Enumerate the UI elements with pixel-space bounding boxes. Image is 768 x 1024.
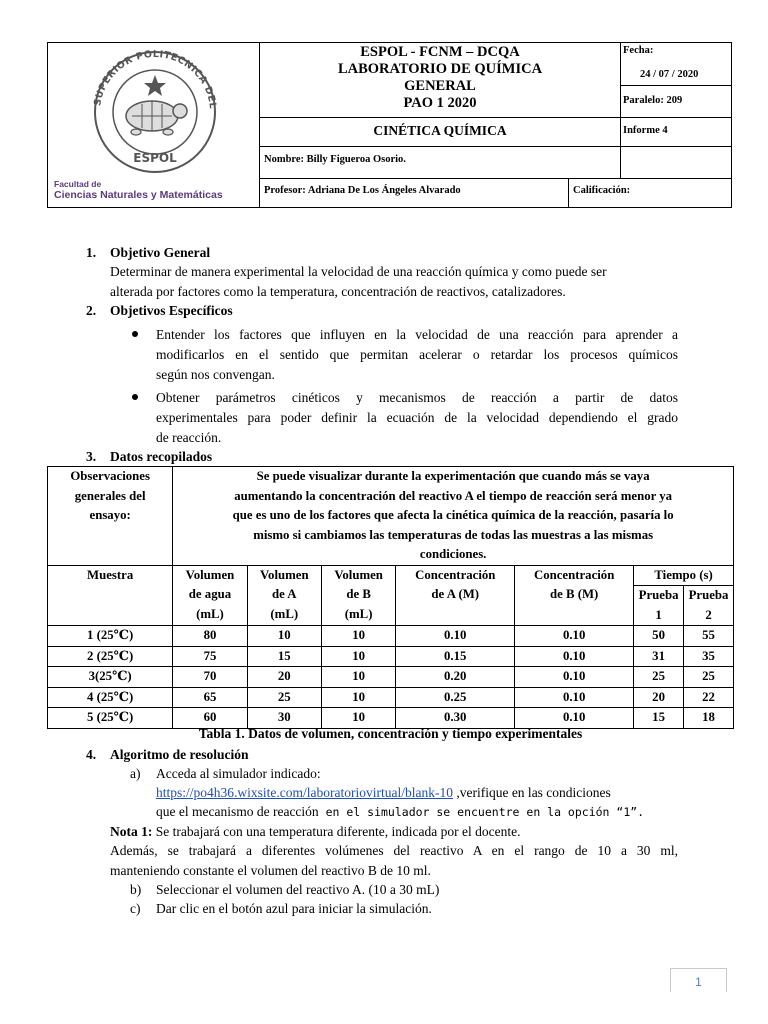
cell-t1: 50 xyxy=(634,626,684,647)
step-a-line3: que el mecanismo de reacción en el simulador se encuentre en la opción “1”. xyxy=(156,804,645,819)
objective-bullet-1: Entender los factores que influyen en la velocidad de una reacción para aprender a modificarlos en el sentido que permitan acelerar o retardar los procesos químicos según nos convengan. xyxy=(156,327,678,382)
subject-title: CINÉTICA QUÍMICA xyxy=(373,123,507,138)
svg-text:ESCUELA SUPERIOR POLITECNICA D: SUPERIOR POLITECNICA DEL xyxy=(92,49,218,110)
cell-t2: 22 xyxy=(684,687,734,708)
step-b-label: b) xyxy=(130,882,142,897)
section-4-number: 4. xyxy=(86,747,97,762)
cell-a: 20 xyxy=(247,667,321,688)
cell-muestra: 2 (25℃) xyxy=(48,646,173,667)
cell-cb: 0.10 xyxy=(515,708,634,729)
cell-t1: 25 xyxy=(634,667,684,688)
cell-a: 30 xyxy=(247,708,321,729)
cell-agua: 60 xyxy=(173,708,247,729)
section-2-title: Objetivos Específicos xyxy=(110,303,233,318)
student-name: Nombre: Billy Figueroa Osorio. xyxy=(264,154,406,165)
espol-logo xyxy=(80,49,230,174)
cell-cb: 0.10 xyxy=(515,646,634,667)
col-header-muestra: Muestra xyxy=(48,565,173,626)
fecha-value: 24 / 07 / 2020 xyxy=(640,69,699,80)
cell-agua: 70 xyxy=(173,667,247,688)
cell-b: 10 xyxy=(321,708,395,729)
table-row xyxy=(48,626,734,647)
step-c-text: Dar clic en el botón azul para iniciar la simulación. xyxy=(156,901,432,916)
step-b-text: Seleccionar el volumen del reactivo A. (10 a 30 mL) xyxy=(156,882,440,897)
section-3-number: 3. xyxy=(86,449,97,464)
col-header-conc-b: Concentración de B (M) xyxy=(515,565,634,626)
cell-cb: 0.10 xyxy=(515,667,634,688)
professor-name: Profesor: Adriana De Los Ángeles Alvarado xyxy=(264,185,461,196)
cell-agua: 65 xyxy=(173,687,247,708)
section-1-number: 1. xyxy=(86,245,97,260)
col-header-vol-b: Volumen de B (mL) xyxy=(321,565,395,626)
cell-muestra: 5 (25℃) xyxy=(48,708,173,729)
col-header-prueba-1: Prueba 1 xyxy=(634,586,684,626)
svg-text:ESPOL: ESPOL xyxy=(133,151,177,165)
lab-title: ESPOL - FCNM – DCQA LABORATORIO DE QUÍMICA GENERAL PAO 1 2020 xyxy=(337,44,543,111)
cell-b: 10 xyxy=(321,626,395,647)
faculty-name: Facultad de Ciencias Naturales y Matemáticas xyxy=(54,179,223,201)
col-header-conc-a: Concentración de A (M) xyxy=(396,565,515,626)
col-header-agua: Volumen de agua (mL) xyxy=(173,565,247,626)
table-header-row xyxy=(48,565,734,586)
step-a-text: Acceda al simulador indicado: xyxy=(156,766,321,781)
cell-cb: 0.10 xyxy=(515,687,634,708)
section-1-text: Determinar de manera experimental la velocidad de una reacción química y como puede ser alterada por factores como la temperatura, concentración de reactivos, catalizadores. xyxy=(110,264,607,299)
table-row xyxy=(48,667,734,688)
step-a-link-line: https://po4h36.wixsite.com/laboratoriovirtual/blank-10 ,verifique en las condiciones xyxy=(156,785,611,800)
cell-t2: 35 xyxy=(684,646,734,667)
page-number: 1 xyxy=(670,968,727,992)
cell-t2: 18 xyxy=(684,708,734,729)
observations-text: Se puede visualizar durante la experimentación que cuando más se vaya aumentando la concentración del reactivo A el tiempo de reacción será menor ya que es uno de los factores que afecta la cinética química de la reacción, pasaría lo mismo si cambiamos las temperaturas de todas las muestras a las mismas condiciones. xyxy=(173,467,734,566)
cell-cb: 0.10 xyxy=(515,626,634,647)
col-header-prueba-2: Prueba 2 xyxy=(684,586,734,626)
cell-t1: 31 xyxy=(634,646,684,667)
col-header-tiempo: Tiempo (s) xyxy=(634,565,734,586)
objective-bullet-2: Obtener parámetros cinéticos y mecanismos de reacción a partir de datos experimentales para poder definir la ecuación de la velocidad dependiendo el grado de reacción. xyxy=(156,390,678,445)
col-header-vol-a: Volumen de A (mL) xyxy=(247,565,321,626)
table-row xyxy=(48,708,734,729)
cell-b: 10 xyxy=(321,667,395,688)
paralelo: Paralelo: 209 xyxy=(623,95,683,106)
observations-label: Observaciones generales del ensayo: xyxy=(48,467,173,566)
cell-ca: 0.20 xyxy=(396,667,515,688)
cell-a: 15 xyxy=(247,646,321,667)
cell-t2: 25 xyxy=(684,667,734,688)
cell-agua: 75 xyxy=(173,646,247,667)
cell-ca: 0.15 xyxy=(396,646,515,667)
cell-muestra: 3(25℃) xyxy=(48,667,173,688)
step-a-label: a) xyxy=(130,766,141,781)
cell-ca: 0.25 xyxy=(396,687,515,708)
note-1: Nota 1: Se trabajará con una temperatura diferente, indicada por el docente. xyxy=(110,824,521,839)
section-3-title: Datos recopilados xyxy=(110,449,213,464)
cell-t1: 20 xyxy=(634,687,684,708)
header-table xyxy=(47,42,732,208)
table-row xyxy=(48,467,734,566)
table-row xyxy=(48,646,734,667)
informe-number: Informe 4 xyxy=(623,125,668,136)
table-caption: Tabla 1. Datos de volumen, concentración y tiempo experimentales xyxy=(198,726,583,741)
cell-muestra: 4 (25℃) xyxy=(48,687,173,708)
simulator-link[interactable]: https://po4h36.wixsite.com/laboratoriovirtual/blank-10 xyxy=(156,785,453,800)
cell-a: 25 xyxy=(247,687,321,708)
section-4-title: Algoritmo de resolución xyxy=(110,747,249,762)
fecha-label: Fecha: xyxy=(623,45,654,56)
cell-agua: 80 xyxy=(173,626,247,647)
note-paragraph: Además, se trabajará a diferentes volúmenes del reactivo A en el rango de 10 a 30 ml, manteniendo constante el volumen del reactivo B de 10 ml. xyxy=(110,843,678,878)
data-table xyxy=(47,466,734,729)
cell-ca: 0.30 xyxy=(396,708,515,729)
bullet-icon xyxy=(132,394,138,400)
section-2-number: 2. xyxy=(86,303,97,318)
cell-b: 10 xyxy=(321,646,395,667)
cell-t2: 55 xyxy=(684,626,734,647)
section-1-title: Objetivo General xyxy=(110,245,211,260)
cell-a: 10 xyxy=(247,626,321,647)
grade-label: Calificación: xyxy=(573,185,631,196)
bullet-icon xyxy=(132,331,138,337)
step-c-label: c) xyxy=(130,901,141,916)
cell-muestra: 1 (25℃) xyxy=(48,626,173,647)
cell-ca: 0.10 xyxy=(396,626,515,647)
table-row xyxy=(48,687,734,708)
cell-t1: 15 xyxy=(634,708,684,729)
cell-b: 10 xyxy=(321,687,395,708)
